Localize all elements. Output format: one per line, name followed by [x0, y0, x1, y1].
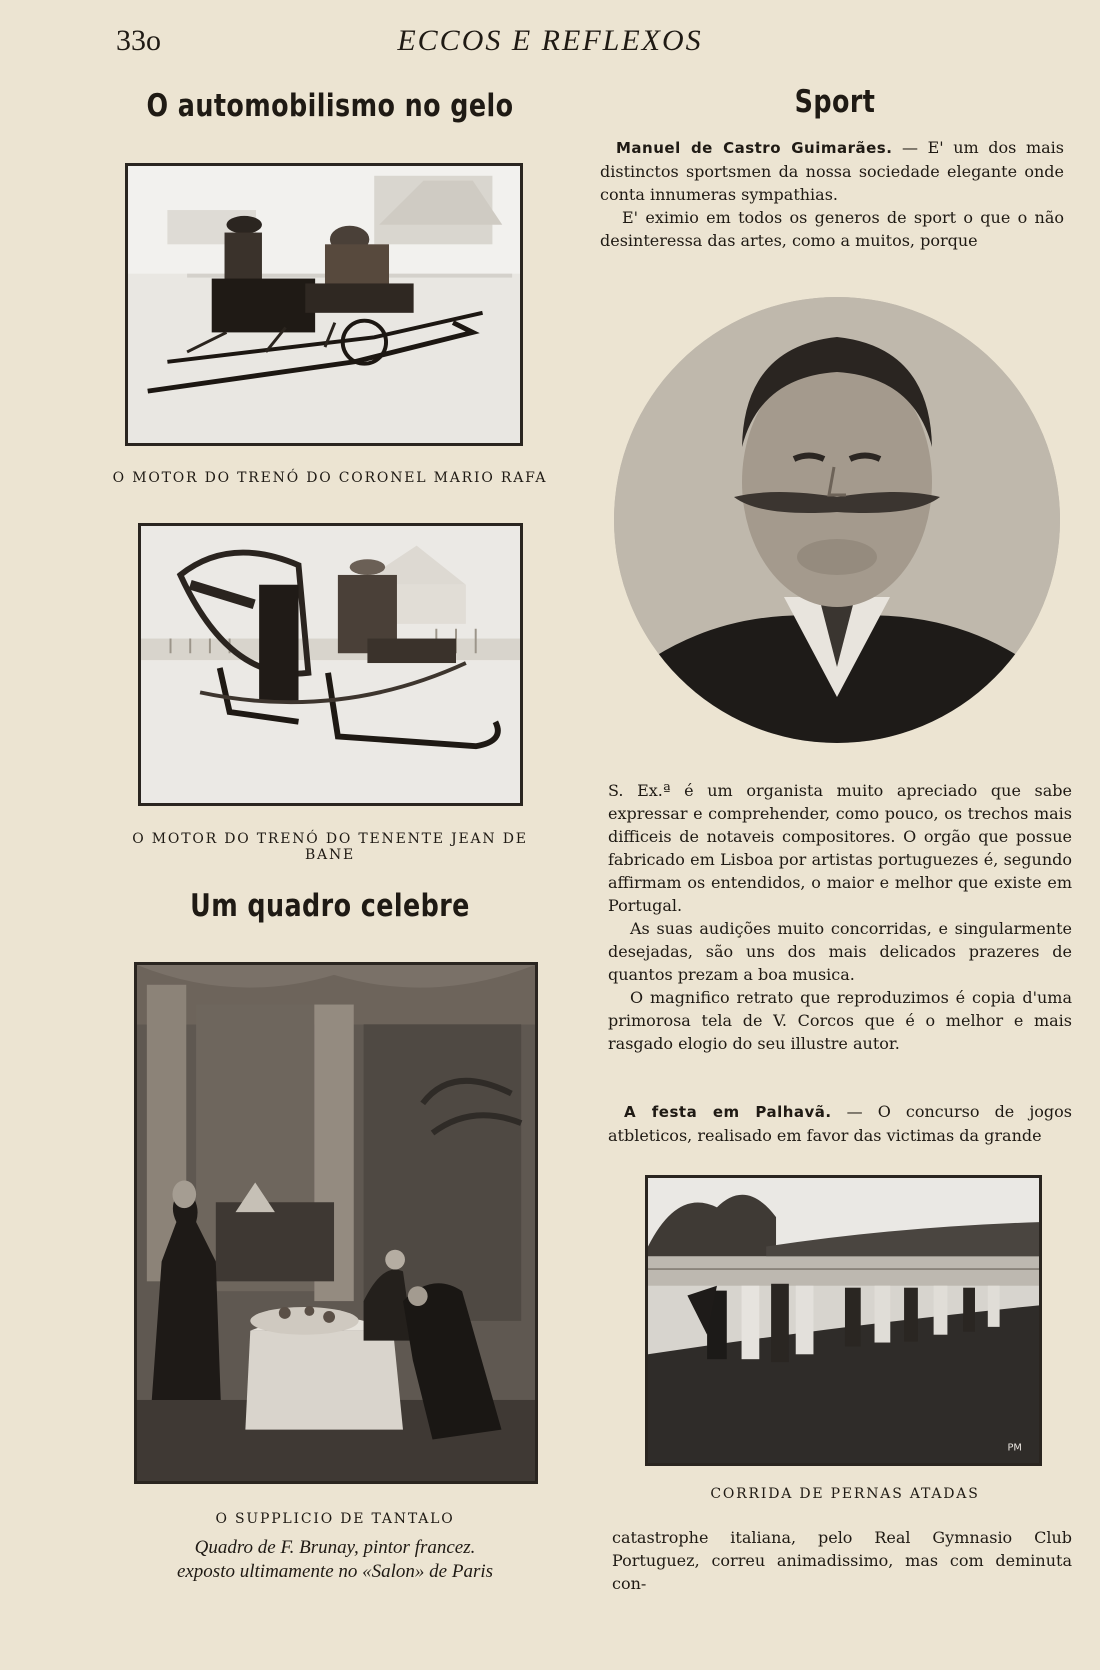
paragraph-festa: A festa em Palhavã. — O concurso de jogos atbleticos, realisado em favor das victimas da grande: [608, 1102, 1072, 1145]
paragraph-retrato: O magnifico retrato que reproduzimos é copia d'uma primorosa tela de V. Corcos que é o melhor e mais rasgado elogio do seu illustre autor.: [608, 988, 1072, 1053]
page-number: 33o: [116, 24, 161, 57]
photo-painting-tantalo: [134, 962, 538, 1484]
paragraph-organista: S. Ex.ª é um organista muito apreciado que sabe expressar e comprehender, como pouco, os trechos mais difficeis de notaveis compositores. O orgão que possue fabricado em Lisboa por artistas portuguezes é, segundo affirmam os entendidos, o maior e melhor que existe em Portugal.: [608, 781, 1072, 915]
paragraph-guimaraes: Manuel de Castro Guimarães. — E' um dos mais distinctos sportsmen da nossa sociedade elegante onde conta innumeras sympathias.: [600, 138, 1065, 204]
caption-corrida: CORRIDA DE PERNAS ATADAS: [710, 1486, 980, 1502]
photo-sled-coronel: [125, 163, 523, 446]
caption-tantalo: O SUPPLICIO DE TANTALO: [215, 1511, 455, 1527]
festa-text-continued: [612, 1526, 1072, 1595]
photo-sled-tenente: [138, 523, 523, 806]
paragraph-eximio: E' eximio em todos os generos de sport o que o não desinteressa das artes, como a muitos, porque: [600, 208, 1064, 250]
festa-text: [608, 1100, 1072, 1147]
heading-quadro-celebre: Um quadro celebre: [190, 888, 470, 924]
sport-text-top: [600, 136, 1064, 252]
caption-sled-coronel: O MOTOR DO TRENÓ DO CORONEL MARIO RAFA: [112, 470, 548, 486]
paragraph-catastrophe: catastrophe italiana, pelo Real Gymnasio Club Portuguez, correu animadissimo, mas com deminuta con-: [612, 1528, 1072, 1593]
lead-guimaraes: Manuel de Castro Guimarães.: [616, 139, 893, 157]
photo-corrida: [645, 1175, 1042, 1466]
photo-mark: PM: [1007, 1442, 1022, 1454]
paragraph-audicoes: As suas audições muito concorridas, e singularmente desejadas, são uns dos mais delicados prazeres de quantos prezam a boa musica.: [608, 919, 1072, 984]
credit-line-1: Quadro de F. Brunay, pintor francez.: [194, 1537, 476, 1558]
sport-text-bottom: [608, 779, 1072, 1055]
portrait-guimaraes: [614, 297, 1060, 743]
heading-sport: Sport: [794, 84, 876, 120]
credit-line-2: exposto ultimamente no «Salon» de Paris: [176, 1561, 494, 1582]
caption-sled-tenente: O MOTOR DO TRENÓ DO TENENTE JEAN DE BANE: [132, 831, 528, 863]
heading-automobilismo: O automobilismo no gelo: [146, 88, 514, 124]
lead-festa: A festa em Palhavã.: [624, 1103, 832, 1121]
running-title: ECCOS E REFLEXOS: [397, 24, 703, 57]
